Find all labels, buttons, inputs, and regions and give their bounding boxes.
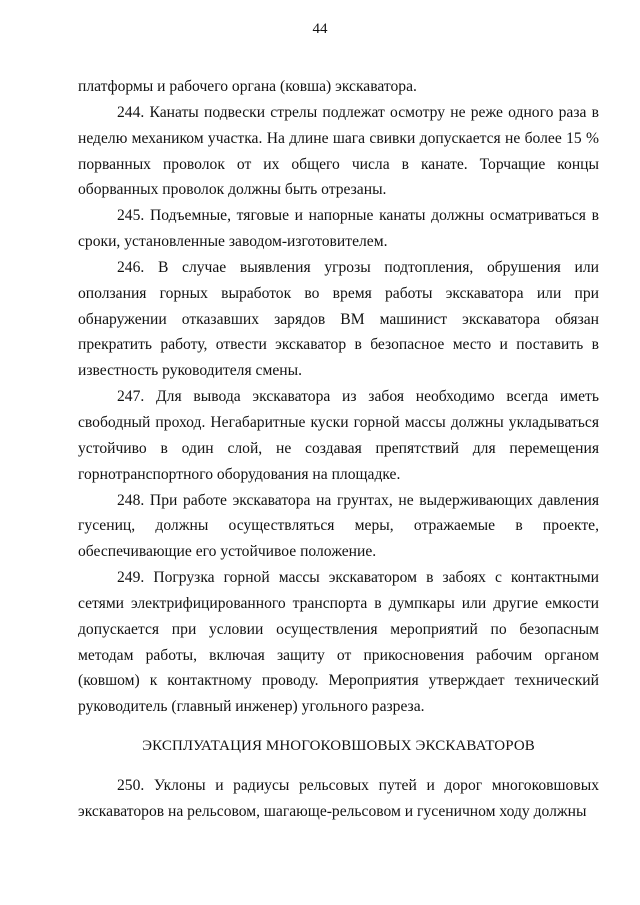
document-body — [78, 74, 599, 825]
section-heading: ЭКСПЛУАТАЦИЯ МНОГОКОВШОВЫХ ЭКСКАВАТОРОВ — [142, 738, 535, 755]
paragraph-244: 244. Канаты подвески стрелы подлежат осмотру не реже одного раза в неделю механиком участка. На длине шага свивки допускается не более 15 % порванных проволок от их общего числа в канате. Торчащие концы оборванных проволок должны быть отрезаны. — [78, 103, 599, 199]
paragraph-248: 248. При работе экскаватора на грунтах, не выдерживающих давления гусениц, должны осуществляться меры, отражаемые в проекте, обеспечивающие его устойчивое положение. — [78, 491, 599, 561]
paragraph-continuation: платформы и рабочего органа (ковша) экскаватора. — [78, 78, 417, 95]
page-number: 44 — [312, 21, 328, 37]
paragraph-249: 249. Погрузка горной массы экскаватором в забоях с контактными сетями электрифицированного транспорта в думпкары или другие емкости допускается при условии осуществления мероприятий по безопасным методам работы, включая защиту от прикосновения рабочим органом (ковшом) к контактному проводу. Мероприятия утверждает технический руководитель (главный инженер) угольного разреза. — [78, 569, 599, 716]
paragraph-246: 246. В случае выявления угрозы подтопления, обрушения или оползания горных выработок во время работы экскаватора или при обнаружении отказавших зарядов ВМ машинист экскаватора обязан прекратить работу, отвести экскаватор в безопасное место и поставить в известность руководителя смены. — [78, 258, 599, 380]
paragraph-247: 247. Для вывода экскаватора из забоя необходимо всегда иметь свободный проход. Негабаритные куски горной массы должны укладываться устойчиво в один слой, не создавая препятствий для перемещения горнотранспортного оборудования на площадке. — [78, 388, 599, 483]
paragraph-250: 250. Уклоны и радиусы рельсовых путей и дорог многоковшовых экскаваторов на рельсовом, шагающе-рельсовом и гусеничном ходу должны — [78, 776, 599, 820]
paragraph-245: 245. Подъемные, тяговые и напорные канаты должны осматриваться в сроки, установленные заводом-изготовителем. — [78, 207, 599, 251]
